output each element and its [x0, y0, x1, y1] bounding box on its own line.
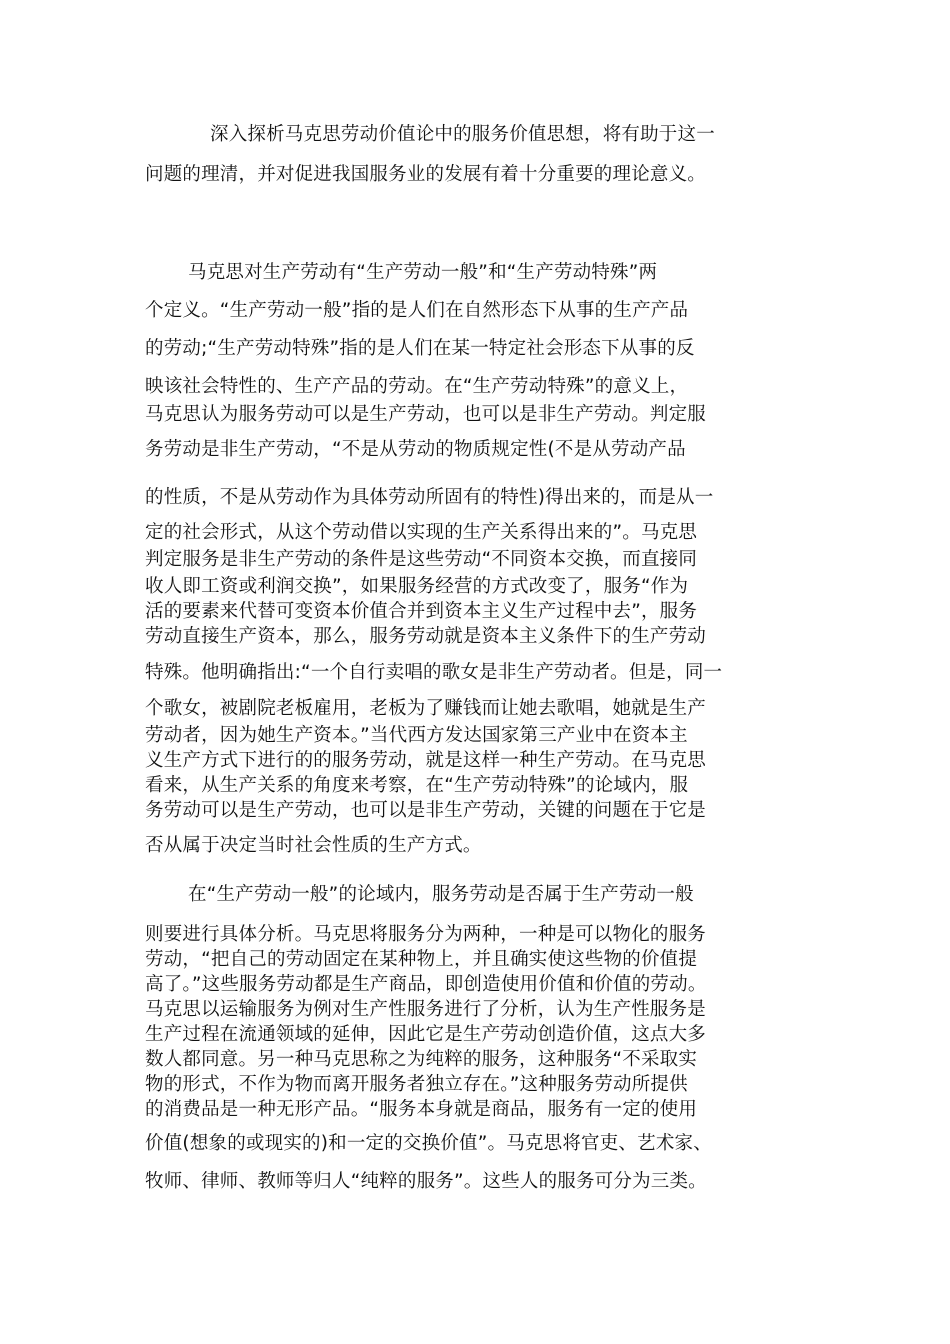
text-line: 马克思认为服务劳动可以是生产劳动，也可以是非生产劳动。判定服 [145, 404, 707, 425]
text-line: 务劳动可以是生产劳动，也可以是非生产劳动，关键的问题在于它是 [145, 800, 707, 821]
text-line: 数人都同意。另一种马克思称之为纯粹的服务，这种服务“不采取实 [145, 1049, 698, 1070]
text-line: 收人即工资或利润交换”，如果服务经营的方式改变了，服务“作为 [145, 576, 689, 597]
text-line: 劳动者，因为她生产资本。”当代西方发达国家第三产业中在资本主 [145, 725, 688, 746]
text-line: 的消费品是一种无形产品。“服务本身就是商品，服务有一定的使用 [145, 1099, 698, 1120]
text-line: 义生产方式下进行的的服务劳动，就是这样一种生产劳动。在马克思 [145, 750, 707, 771]
text-line: 则要进行具体分析。马克思将服务分为两种，一种是可以物化的服务 [145, 924, 707, 945]
text-line: 务劳动是非生产劳动，“不是从劳动的物质规定性(不是从劳动产品 [145, 439, 686, 460]
text-line: 特殊。他明确指出:“一个自行卖唱的歌女是非生产劳动者。但是，同一 [145, 662, 723, 683]
text-line: 马克思以运输服务为例对生产性服务进行了分析，认为生产性服务是 [145, 999, 707, 1020]
text-line: 否从属于决定当时社会性质的生产方式。 [145, 835, 482, 856]
text-line: 问题的理清，并对促进我国服务业的发展有着十分重要的理论意义。 [145, 164, 707, 185]
text-line: 高了。”这些服务劳动都是生产商品，即创造使用价值和价值的劳动。 [145, 974, 707, 995]
text-line: 深入探析马克思劳动价值论中的服务价值思想，将有助于这一 [210, 124, 715, 145]
text-line: 的性质，不是从劳动作为具体劳动所固有的特性)得出来的，而是从一 [145, 487, 714, 508]
text-line: 物的形式，不作为物而离开服务者独立存在。”这种服务劳动所提供 [145, 1074, 688, 1095]
text-line: 个歌女，被剧院老板雇用，老板为了赚钱而让她去歌唱，她就是生产 [145, 698, 707, 719]
text-line: 映该社会特性的、生产产品的劳动。在“生产劳动特殊”的意义上， [145, 376, 689, 397]
text-line: 看来，从生产关系的角度来考察，在“生产劳动特殊”的论域内，服 [145, 775, 689, 796]
text-line: 在“生产劳动一般”的论域内，服务劳动是否属于生产劳动一般 [188, 884, 694, 905]
text-line: 生产过程在流通领域的延伸，因此它是生产劳动创造价值，这点大多 [145, 1024, 707, 1045]
text-line: 个定义。“生产劳动一般”指的是人们在自然形态下从事的生产产品 [145, 300, 689, 321]
text-line: 马克思对生产劳动有“生产劳动一般”和“生产劳动特殊”两 [188, 262, 658, 283]
text-line: 劳动直接生产资本，那么，服务劳动就是资本主义条件下的生产劳动 [145, 626, 707, 647]
text-line: 价值(想象的或现实的)和一定的交换价值”。马克思将官吏、艺术家、 [145, 1133, 712, 1154]
text-line: 活的要素来代替可变资本价值合并到资本主义生产过程中去”，服务 [145, 601, 698, 622]
text-line: 的劳动;“生产劳动特殊”指的是人们在某一特定社会形态下从事的反 [145, 338, 695, 359]
text-line: 判定服务是非生产劳动的条件是这些劳动“不同资本交换，而直接同 [145, 549, 698, 570]
text-line: 牧师、律师、教师等归人“纯粹的服务”。这些人的服务可分为三类。 [145, 1171, 707, 1192]
text-line: 劳动，“把自己的劳动固定在某种物上，并且确实使这些物的价值提 [145, 949, 698, 970]
text-line: 定的社会形式，从这个劳动借以实现的生产关系得出来的”。马克思 [145, 522, 698, 543]
